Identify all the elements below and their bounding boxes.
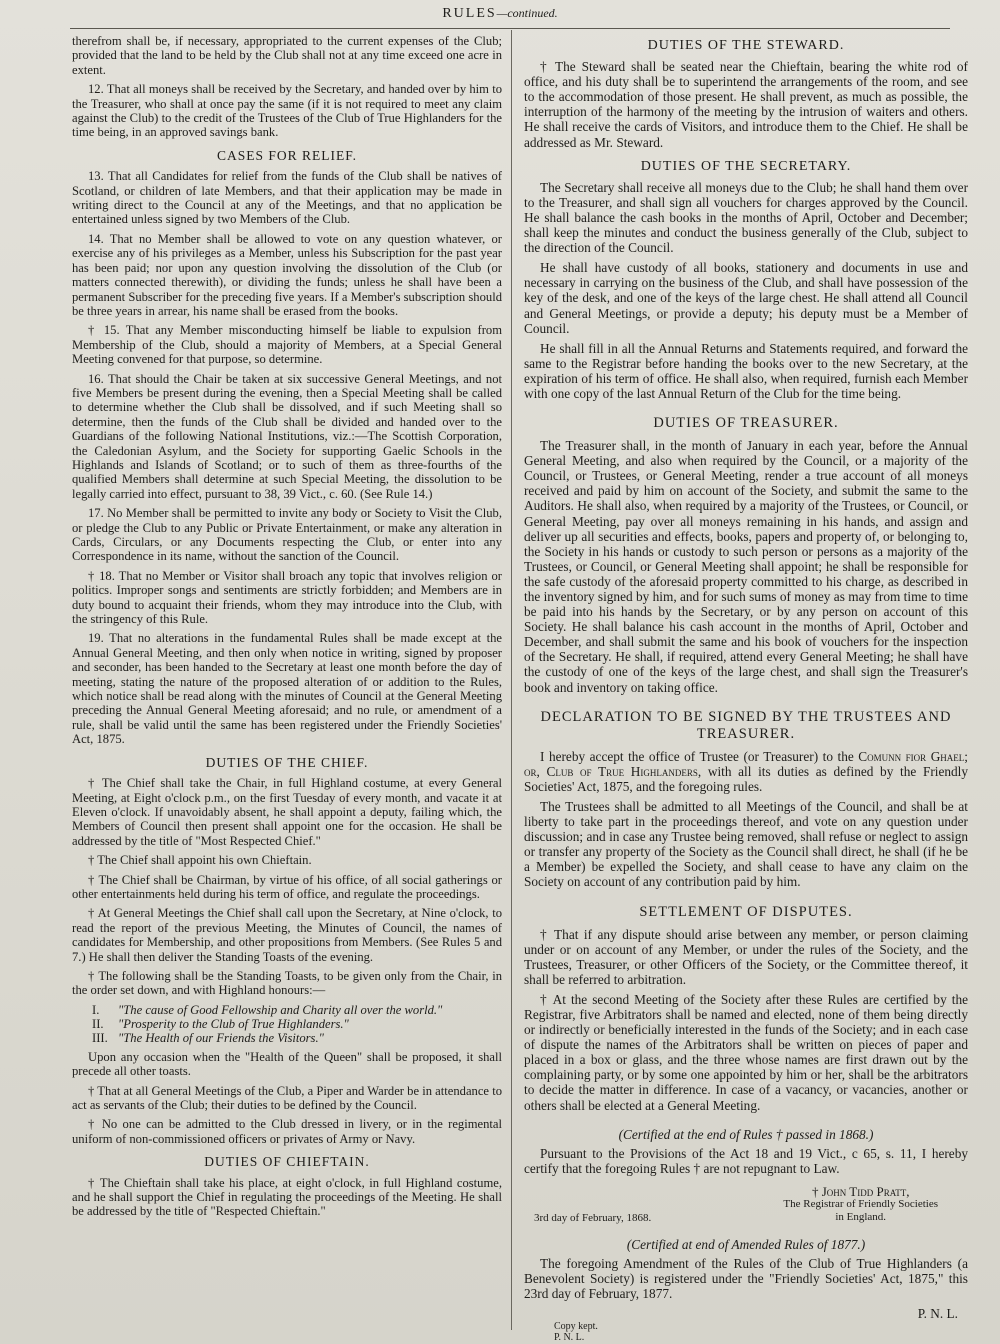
registrar-title-2: in England. xyxy=(835,1210,887,1223)
rule-17: 17. No Member shall be permitted to invite any body or Society to Visit the Club, or pledge the Club to any Public or Private Entertainment, or make any alteration in Cards, Circulars, or any Documents respecting the Club, or enter into any Correspondence in its name, without the sanction of the Council. xyxy=(72,506,502,564)
rule-15: † 15. That any Member misconducting himself be liable to expulsion from Membership of the Club, should a majority of Members, at a Special General Meeting convened for that purpose, so determine. xyxy=(72,323,502,367)
secretary-duty-2: He shall have custody of all books, stationery and documents in use and necessary in carrying on the business of the Club, and shall have possession of the key of the desk, and one of the keys of the large chest. He shall attend all Council and General Meetings, or provide a deputy; his deputy must be a Member of Council. xyxy=(524,260,968,336)
rule-13: 13. That all Candidates for relief from the funds of the Club shall be natives of Scotland, or children of late Members, and that their application may be made in writing direct to the Council at any of the Meetings, and that no application be entertained unless signed by two Members of the Club. xyxy=(72,169,502,227)
chief-duty-6: Upon any occasion when the "Health of the Queen" shall be proposed, it shall precede all other toasts. xyxy=(72,1049,502,1079)
signature-date: 3rd day of February, 1868. xyxy=(534,1211,652,1224)
certification-1868-heading: (Certified at the end of Rules † passed in 1868.) xyxy=(618,1126,874,1142)
running-head-continued: —continued. xyxy=(496,6,558,20)
chief-duty-3: † The Chief shall be Chairman, by virtue of his office, of all social gatherings or other entertainments held during his term of office, and regulate the proceedings. xyxy=(72,872,502,901)
steward-duty: † The Steward shall be seated near the Chieftain, bearing the white rod of office, and his duty shall be to superintend the arrangements of the room, and see to the accommodation of those present. He shall prevent, as much as possible, the interruption of the harmony of the meeting by the intrusion of waiters and others. He shall receive the cards of Visitors, and introduce them to the Chief. He shall be addressed as Mr. Steward. xyxy=(524,59,968,150)
chief-duty-7: † That at all General Meetings of the Club, a Piper and Warder be in attendance to act as servants of the Club; their duties to be defined by the Council. xyxy=(72,1083,502,1112)
copy-kept-note: Copy kept. xyxy=(554,1321,598,1333)
column-divider xyxy=(511,30,512,1330)
pnl-initials: P. N. L. xyxy=(917,1306,958,1322)
certification-1877-heading: (Certified at end of Amended Rules of 1877.) xyxy=(626,1236,866,1252)
declaration-2: The Trustees shall be admitted to all Meetings of the Council, and shall be at liberty to take part in the proceedings thereof, and vote on any question under discussion; and in case any Trustee being removed, shall refuse or neglect to assign or transfer any property of the Society as the Council shall direct, he shall (if he be a Member) be expelled the Society, and shall cease to have any claim on the Society on account of any contribution paid by him. xyxy=(524,798,968,890)
heading-cases-for-relief: CASES FOR RELIEF. xyxy=(216,147,358,163)
rule-14: 14. That no Member shall be allowed to vote on any question whatever, or exercise any of his privileges as a Member, unless his Subscription for the past year has been paid; nor upon any question involving the dissolution of the Club (or matters connected therewith), or dividing the funds; unless he shall have been a permanent Subscriber for the preceding five years. If a Member's subscription should be three years in arrear, his name shall be erased from the books. xyxy=(72,231,502,318)
heading-duties-of-chieftain: DUTIES OF CHIEFTAIN. xyxy=(204,1154,370,1170)
rule-19: 19. That no alterations in the fundamental Rules shall be made except at the Annual General Meeting, and then only when notice in writing, signed by proposer and seconder, has been handed to the Secretary at least one month before the day of meeting, stating the nature of the proposed alteration of or addition to the Rules, which notice shall be read along with the minutes of Council at the General Meeting preceding the Annual General Meeting aforesaid; and no rule, or amendment of a rule, shall be valid until the same has been registered under the Friendly Societies' Act, 1875. xyxy=(72,631,502,747)
standing-toasts-list xyxy=(92,1003,502,1045)
chief-duty-8: † No one can be admitted to the Club dressed in livery, or in the regimental uniform of non-commissioned officers or privates of Army or Navy. xyxy=(72,1117,502,1146)
treasurer-duty: The Treasurer shall, in the month of January in each year, before the Annual General Meeting, and also when required by the Council, or a majority of the Council, or Trustees, or General Meeting, render a true account of all moneys received and paid by him on account of the Society, and submit the same to the Auditors. He shall also, when required by a majority of the Trustees, or Council, or General Meeting, pay over all moneys remaining in his hands, and assign and deliver up all securities and effects, books, papers and property of, or belonging to, the Society in his hands or custody to such person or persons as a majority of the Trustees, or Council, or General Meeting shall appoint; he shall be responsible for the safe custody of the aforesaid property committed to his charge, as described in the inventory signed by him, and for such sums of money as may from time to time be paid into his hands by the Secretary, or by any person on account of this Society. He shall balance his cash account in the months of April, October and December, and shall submit the same and his book of vouchers for the inspection of the Secretary. He shall, if required, attend every General Meeting; he shall have the custody of one of the keys of the large chest, and shall sign the Treasurer's book and inventory on taking office. xyxy=(524,438,968,695)
chief-duty-5: † The following shall be the Standing Toasts, to be given only from the Chair, in the order set down, and with Highland honours:— xyxy=(72,968,502,998)
header-rule xyxy=(70,28,950,29)
toast-item: II. "Prosperity to the Club of True Highlanders." xyxy=(92,1016,349,1031)
rule-18: † 18. That no Member or Visitor shall broach any topic that involves religion or politics. Improper songs and sentiments are strictly forbidden; and Members are in duty bound to acquaint their friends, whom they may introduce into the Club, with the stringency of this Rule. xyxy=(72,568,502,627)
heading-duties-of-treasurer: DUTIES OF TREASURER. xyxy=(653,415,839,432)
copy-kept-initials: P. N. L. xyxy=(554,1332,585,1344)
club-name: Comunn fior Ghael; or, Club of True Highlanders xyxy=(524,748,968,779)
secretary-duty-1: The Secretary shall receive all moneys due to the Club; he shall hand them over to the Treasurer, and shall sign all vouchers for charges approved by the Council. He shall balance the cash books in the months of April, October and December; shall keep the minutes and conduct the business generally of the Club, subject to the direction of the Council. xyxy=(524,179,968,256)
heading-duties-of-secretary: DUTIES OF THE SECRETARY. xyxy=(640,158,852,174)
declaration-1: I hereby accept the office of Trustee (or Treasurer) to the Comunn fior Ghael; or, Club of True Highlanders, with all its duties as defined by the Friendly Societies' Act, 1875, and the foregoing rules. xyxy=(524,748,968,794)
heading-duties-of-steward: DUTIES OF THE STEWARD. xyxy=(647,38,845,53)
running-head xyxy=(0,6,1000,22)
chief-duty-1: † The Chief shall take the Chair, in full Highland costume, at every General Meeting, at Eight o'clock p.m., on the first Tuesday of every month, and vacate it at Eleven o'clock. If unavoidably absent, he shall appoint a deputy, failing which, the Members of Council then present shall appoint one for the occasion. He shall be addressed by the title of "Most Respected Chief." xyxy=(72,776,502,848)
registrar-title: The Registrar of Friendly Societies xyxy=(783,1197,938,1210)
right-column xyxy=(524,34,968,1343)
chieftain-duty-1: † The Chieftain shall take his place, at eight o'clock, in full Highland costume, and he shall support the Chief in regulating the proceedings of the Meeting. He shall be addressed by the title of "Respected Chieftain." xyxy=(72,1175,502,1219)
rule-11-continued: therefrom shall be, if necessary, appropriated to the current expenses of the Club; provided that the land to be held by the Club shall not at any time exceed one acre in extent. xyxy=(72,34,502,77)
registrar-signature-block xyxy=(524,1181,968,1231)
rule-16: 16. That should the Chair be taken at six successive General Meetings, and not five Members be present during the evening, then a Special Meeting shall be called to determine whether the Club shall be dissolved, and if such Meeting shall so determine, then the funds of the Club shall be divided and handed over to the Guardians of the following National Institutions, viz.:—The Scottish Corporation, the Caledonian Asylum, and the Society for supporting Gaelic Schools in the Highlands and Islands of Scotland; or to such of them as three-fourths of the qualified Members shall determine at such Special Meeting, the dissolution to be legally carried into effect, pursuant to 38, 39 Vict., c. 60. (See Rule 14.) xyxy=(72,371,502,501)
heading-settlement-of-disputes: SETTLEMENT OF DISPUTES. xyxy=(639,903,853,920)
registrar-name: † John Tidd Pratt, xyxy=(811,1183,910,1199)
heading-declaration: DECLARATION TO BE SIGNED BY THE TRUSTEES AND TREASURER. xyxy=(540,708,952,742)
disputes-2: † At the second Meeting of the Society after these Rules are certified by the Registrar, five Arbitrators shall be named and elected, none of them being directly or indirectly or beneficially interested in the funds of the Society; and in each case of dispute the names of the Arbitrators shall be written on pieces of paper and placed in a box or glass, and the three whose names are first drawn out by the complaining party, or by some one appointed by him or her, shall be the arbitrators to decide the matter in difference. In case of a vacancy, or vacancies, another or others shall be elected at a General Meeting. xyxy=(524,991,968,1113)
left-column xyxy=(72,34,502,1224)
certification-1868-text: Pursuant to the Provisions of the Act 18 and 19 Vict., c 65, s. 11, I hereby certify that the foregoing Rules † are not repugnant to Law. xyxy=(524,1145,968,1176)
heading-duties-of-chief: DUTIES OF THE CHIEF. xyxy=(205,754,369,770)
certification-1877-text: The foregoing Amendment of the Rules of the Club of True Highlanders (a Benevolent Society) is registered under the "Friendly Societies' Act, 1875," this 23rd day of February, 1877. xyxy=(524,1256,968,1302)
running-head-title: RULES xyxy=(442,6,497,21)
secretary-duty-3: He shall fill in all the Annual Returns and Statements required, and forward the same to the Registrar before handing the books over to the new Secretary, at the expiration of his term of office. He shall also, when required, furnish each Member with one copy of the last Annual Return of the Club for the time being. xyxy=(524,340,968,401)
rule-12: 12. That all moneys shall be received by the Secretary, and handed over by him to the Treasurer, who shall at once pay the same (if it is not required to meet any claim against the Club) to the credit of the Trustees of the Club of True Highlanders for the time being, in an approved savings bank. xyxy=(72,82,502,140)
chief-duty-2: † The Chief shall appoint his own Chieftain. xyxy=(88,853,312,868)
chief-duty-4: † At General Meetings the Chief shall call upon the Secretary, at Nine o'clock, to read the report of the previous Meeting, the Minutes of Council, the names of candidates for Membership, and other propositions from Members. (See Rules 5 and 7.) He shall then deliver the Standing Toasts of the evening. xyxy=(72,906,502,964)
toast-item: I. "The cause of Good Fellowship and Charity all over the world." xyxy=(92,1002,443,1017)
toast-item: III. "The Health of our Friends the Visitors." xyxy=(92,1030,324,1045)
disputes-1: † That if any dispute should arise between any member, or person claiming under or on account of any Member, or under the rules of the Society, and the Trustees, Treasurer, or other Officers of the Society, or the Committee thereof, it shall be referred to arbitration. xyxy=(524,926,968,987)
